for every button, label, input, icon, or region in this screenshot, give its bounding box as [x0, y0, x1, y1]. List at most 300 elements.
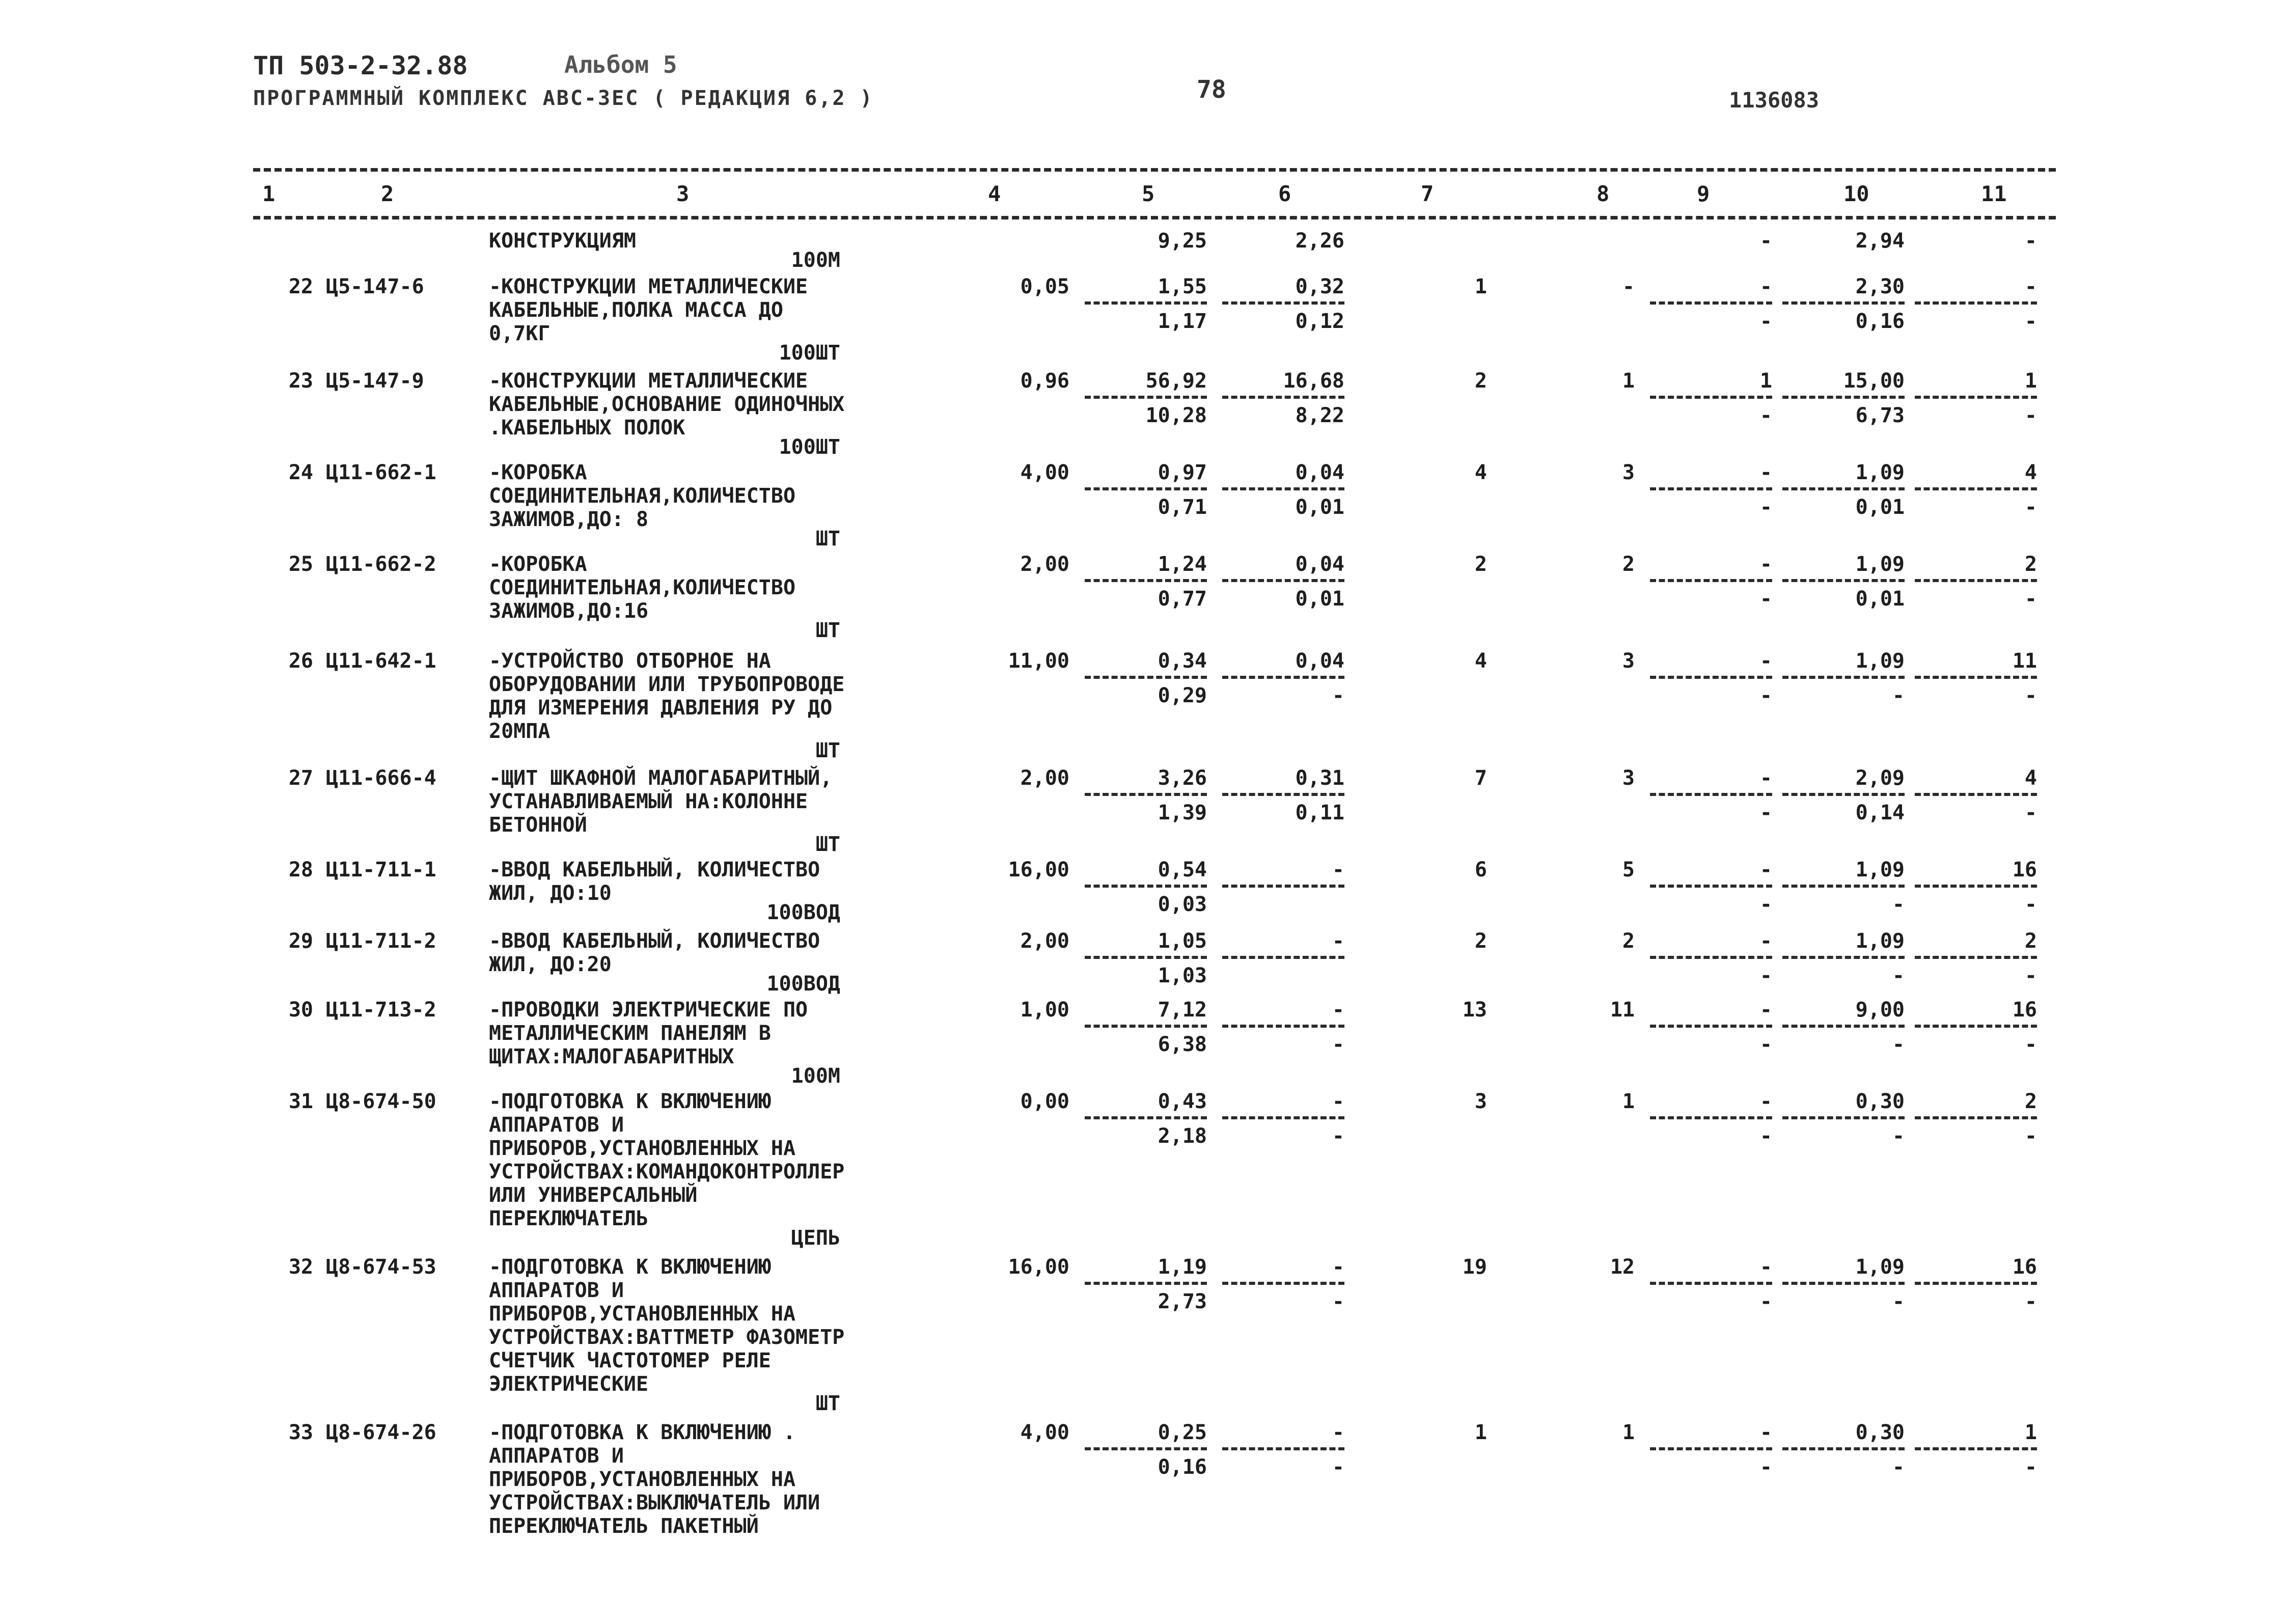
- work-description: УСТРОЙСТВАХ:ВАТТМЕТР ФАЗОМЕТР: [489, 1326, 845, 1349]
- col9-top-value: -: [1759, 229, 1772, 253]
- value-divider: [1085, 956, 1207, 959]
- col11-bottom-value: -: [2024, 587, 2037, 611]
- col9-top-value: -: [1759, 858, 1772, 882]
- col8-value: -: [1622, 275, 1635, 298]
- row-number: 33: [288, 1421, 313, 1444]
- col10-bottom-value: -: [1892, 964, 1905, 987]
- value-divider: [1650, 956, 1772, 959]
- column-header-1: 1: [262, 181, 276, 206]
- unit-of-measure: 100ВОД: [766, 901, 840, 924]
- col10-bottom-value: -: [1892, 1033, 1905, 1056]
- col11-bottom-value: -: [2024, 801, 2037, 824]
- column-header-4: 4: [988, 181, 1001, 206]
- quantity-value: 0,96: [1020, 369, 1069, 393]
- row-number: 22: [288, 275, 313, 298]
- col10-top-value: 2,09: [1855, 766, 1905, 790]
- col9-top-value: -: [1759, 461, 1772, 484]
- col8-value: 5: [1622, 858, 1635, 882]
- col5-bottom-value: 0,03: [1158, 893, 1207, 916]
- quantity-value: 16,00: [1008, 1255, 1069, 1279]
- col6-bottom-value: -: [1332, 684, 1344, 707]
- col10-bottom-value: -: [1892, 684, 1905, 707]
- col5-bottom-value: 10,28: [1145, 404, 1207, 427]
- col9-top-value: -: [1759, 1421, 1772, 1444]
- col11-bottom-value: -: [2024, 1455, 2037, 1479]
- column-header-6: 6: [1278, 181, 1291, 206]
- col6-bottom-value: -: [1332, 1124, 1344, 1148]
- quantity-value: 1,00: [1020, 998, 1069, 1022]
- work-description: КАБЕЛЬНЫЕ,ПОЛКА МАССА ДО: [489, 298, 783, 322]
- unit-of-measure: ШТ: [815, 527, 840, 550]
- col5-bottom-value: 0,71: [1158, 496, 1207, 519]
- value-divider: [1782, 1447, 1905, 1450]
- col7-value: 4: [1474, 461, 1487, 484]
- col5-bottom-value: 1,17: [1158, 310, 1207, 333]
- value-divider: [1915, 579, 2037, 582]
- col8-value: 3: [1622, 766, 1635, 790]
- work-description: ЗАЖИМОВ,ДО:16: [489, 599, 649, 623]
- col9-bottom-value: -: [1759, 893, 1772, 916]
- col6-bottom-value: -: [1332, 1455, 1344, 1479]
- col5-top-value: 9,25: [1158, 229, 1207, 253]
- value-divider: [1650, 885, 1772, 888]
- unit-of-measure: 100М: [791, 249, 840, 272]
- value-divider: [1782, 1116, 1905, 1119]
- quantity-value: 16,00: [1008, 858, 1069, 882]
- value-divider: [1782, 579, 1905, 582]
- col9-top-value: -: [1759, 998, 1772, 1022]
- col6-bottom-value: 0,11: [1295, 801, 1344, 824]
- value-divider: [1915, 1116, 2037, 1119]
- value-divider: [1085, 793, 1207, 796]
- rate-code: Ц11-711-1: [326, 858, 436, 882]
- value-divider: [1222, 793, 1344, 796]
- col9-bottom-value: -: [1759, 684, 1772, 707]
- col5-top-value: 1,05: [1158, 929, 1207, 953]
- work-description: -ВВОД КАБЕЛЬНЫЙ, КОЛИЧЕСТВО: [489, 929, 820, 953]
- col6-top-value: -: [1332, 1421, 1344, 1444]
- work-description: ПРИБОРОВ,УСТАНОВЛЕННЫХ НА: [489, 1302, 796, 1326]
- column-header-5: 5: [1142, 181, 1155, 206]
- value-divider: [1222, 1025, 1344, 1028]
- col7-value: 1: [1474, 275, 1487, 298]
- unit-of-measure: ШТ: [815, 1392, 840, 1415]
- rate-code: Ц11-662-2: [326, 553, 436, 576]
- work-description: 0,7КГ: [489, 322, 550, 345]
- value-divider: [1222, 579, 1344, 582]
- col6-top-value: 0,31: [1295, 766, 1344, 790]
- value-divider: [1222, 1282, 1344, 1285]
- work-description: СОЕДИНИТЕЛЬНАЯ,КОЛИЧЕСТВО: [489, 576, 796, 599]
- col9-bottom-value: -: [1759, 964, 1772, 987]
- col11-bottom-value: -: [2024, 964, 2037, 987]
- col6-top-value: -: [1332, 1255, 1344, 1279]
- col10-bottom-value: 6,73: [1855, 404, 1905, 427]
- col9-bottom-value: -: [1759, 404, 1772, 427]
- work-description: УСТРОЙСТВАХ:ВЫКЛЮЧАТЕЛЬ ИЛИ: [489, 1491, 820, 1515]
- col9-bottom-value: -: [1759, 310, 1772, 333]
- col10-top-value: 2,94: [1855, 229, 1905, 253]
- col5-top-value: 56,92: [1145, 369, 1207, 393]
- quantity-value: 11,00: [1008, 649, 1069, 673]
- work-description: .КАБЕЛЬНЫХ ПОЛОК: [489, 416, 685, 439]
- col8-value: 2: [1622, 929, 1635, 953]
- col11-top-value: 16: [2012, 998, 2037, 1022]
- work-description: ПРИБОРОВ,УСТАНОВЛЕННЫХ НА: [489, 1137, 796, 1160]
- col11-top-value: 16: [2012, 858, 2037, 882]
- unit-of-measure: 100ШТ: [779, 435, 840, 459]
- work-description: ПРИБОРОВ,УСТАНОВЛЕННЫХ НА: [489, 1468, 796, 1491]
- col10-bottom-value: -: [1892, 1455, 1905, 1479]
- unit-of-measure: 100ШТ: [779, 341, 840, 365]
- col6-top-value: 2,26: [1295, 229, 1344, 253]
- col5-top-value: 3,26: [1158, 766, 1207, 790]
- col5-top-value: 7,12: [1158, 998, 1207, 1022]
- unit-of-measure: ЦЕПЬ: [791, 1226, 840, 1250]
- value-divider: [1085, 885, 1207, 888]
- value-divider: [1085, 1282, 1207, 1285]
- rate-code: Ц8-674-50: [326, 1090, 436, 1113]
- quantity-value: 4,00: [1020, 1421, 1069, 1444]
- column-header-2: 2: [381, 181, 394, 206]
- unit-of-measure: ШТ: [815, 739, 840, 762]
- col10-top-value: 1,09: [1855, 553, 1905, 576]
- value-divider: [1085, 1025, 1207, 1028]
- col6-top-value: 16,68: [1283, 369, 1344, 393]
- table-header-rule: [253, 216, 2056, 219]
- work-description: -ПРОВОДКИ ЭЛЕКТРИЧЕСКИЕ ПО: [489, 998, 808, 1022]
- table-top-rule: [253, 168, 2056, 172]
- value-divider: [1782, 396, 1905, 399]
- col10-top-value: 0,30: [1855, 1421, 1905, 1444]
- col11-top-value: -: [2024, 275, 2037, 298]
- col11-bottom-value: -: [2024, 893, 2037, 916]
- row-number: 24: [288, 461, 313, 484]
- col6-bottom-value: -: [1332, 1033, 1344, 1056]
- value-divider: [1782, 487, 1905, 490]
- value-divider: [1650, 1447, 1772, 1450]
- col7-value: 2: [1474, 369, 1487, 393]
- rate-code: Ц11-711-2: [326, 929, 436, 953]
- value-divider: [1650, 1116, 1772, 1119]
- row-number: 27: [288, 766, 313, 790]
- work-description: ЖИЛ, ДО:20: [489, 953, 612, 976]
- col11-top-value: 11: [2012, 649, 2037, 673]
- work-description: АППАРАТОВ И: [489, 1113, 624, 1137]
- col5-bottom-value: 2,73: [1158, 1290, 1207, 1313]
- value-divider: [1085, 396, 1207, 399]
- work-description: ПЕРЕКЛЮЧАТЕЛЬ ПАКЕТНЫЙ: [489, 1515, 759, 1538]
- row-number: 29: [288, 929, 313, 953]
- col5-bottom-value: 0,16: [1158, 1455, 1207, 1479]
- column-header-9: 9: [1697, 181, 1710, 206]
- value-divider: [1782, 793, 1905, 796]
- value-divider: [1085, 1116, 1207, 1119]
- value-divider: [1085, 579, 1207, 582]
- work-description: -КОРОБКА: [489, 461, 587, 484]
- rate-code: Ц8-674-53: [326, 1255, 436, 1279]
- value-divider: [1085, 1447, 1207, 1450]
- col11-bottom-value: -: [2024, 496, 2037, 519]
- document-code: 1136083: [1729, 88, 1820, 113]
- row-number: 31: [288, 1090, 313, 1113]
- col11-top-value: -: [2024, 229, 2037, 253]
- quantity-value: 0,05: [1020, 275, 1069, 298]
- col10-top-value: 9,00: [1855, 998, 1905, 1022]
- col7-value: 19: [1462, 1255, 1487, 1279]
- rate-code: Ц5-147-6: [326, 275, 424, 298]
- value-divider: [1782, 885, 1905, 888]
- value-divider: [1650, 301, 1772, 305]
- value-divider: [1085, 301, 1207, 305]
- col7-value: 3: [1474, 1090, 1487, 1113]
- col10-top-value: 1,09: [1855, 858, 1905, 882]
- rate-code: Ц11-642-1: [326, 649, 436, 673]
- work-description: ПЕРЕКЛЮЧАТЕЛЬ: [489, 1207, 649, 1230]
- value-divider: [1085, 487, 1207, 490]
- work-description: МЕТАЛЛИЧЕСКИМ ПАНЕЛЯМ В: [489, 1022, 771, 1045]
- col9-bottom-value: -: [1759, 1290, 1772, 1313]
- row-number: 25: [288, 553, 313, 576]
- col5-bottom-value: 2,18: [1158, 1124, 1207, 1148]
- row-number: 28: [288, 858, 313, 882]
- work-description: ЭЛЕКТРИЧЕСКИЕ: [489, 1372, 649, 1396]
- col11-top-value: 4: [2024, 766, 2037, 790]
- work-description: КОНСТРУКЦИЯМ: [489, 229, 636, 253]
- col11-top-value: 4: [2024, 461, 2037, 484]
- work-description: -ЩИТ ШКАФНОЙ МАЛОГАБАРИТНЫЙ,: [489, 766, 833, 790]
- column-header-7: 7: [1421, 181, 1434, 206]
- col9-top-value: -: [1759, 553, 1772, 576]
- value-divider: [1085, 676, 1207, 679]
- value-divider: [1222, 676, 1344, 679]
- col9-top-value: -: [1759, 275, 1772, 298]
- value-divider: [1650, 487, 1772, 490]
- col11-top-value: 1: [2024, 1421, 2037, 1444]
- col5-top-value: 0,34: [1158, 649, 1207, 673]
- rate-code: Ц11-666-4: [326, 766, 436, 790]
- rate-code: Ц5-147-9: [326, 369, 424, 393]
- col5-top-value: 1,55: [1158, 275, 1207, 298]
- col5-top-value: 0,97: [1158, 461, 1207, 484]
- col11-top-value: 16: [2012, 1255, 2037, 1279]
- work-description: СОЕДИНИТЕЛЬНАЯ,КОЛИЧЕСТВО: [489, 484, 796, 508]
- col10-top-value: 1,09: [1855, 929, 1905, 953]
- col7-value: 2: [1474, 553, 1487, 576]
- col11-top-value: 2: [2024, 553, 2037, 576]
- col6-bottom-value: -: [1332, 1290, 1344, 1313]
- col8-value: 12: [1610, 1255, 1635, 1279]
- col5-bottom-value: 6,38: [1158, 1033, 1207, 1056]
- quantity-value: 2,00: [1020, 766, 1069, 790]
- work-description: БЕТОННОЙ: [489, 813, 587, 837]
- col8-value: 3: [1622, 649, 1635, 673]
- row-number: 23: [288, 369, 313, 393]
- work-description: ИЛИ УНИВЕРСАЛЬНЫЙ: [489, 1183, 698, 1207]
- value-divider: [1650, 1025, 1772, 1028]
- value-divider: [1915, 676, 2037, 679]
- col6-top-value: -: [1332, 1090, 1344, 1113]
- col9-top-value: -: [1759, 1255, 1772, 1279]
- col9-bottom-value: -: [1759, 1033, 1772, 1056]
- rate-code: Ц8-674-26: [326, 1421, 436, 1444]
- unit-of-measure: 100М: [791, 1064, 840, 1088]
- col5-top-value: 0,25: [1158, 1421, 1207, 1444]
- unit-of-measure: 100ВОД: [766, 972, 840, 996]
- work-description: ДЛЯ ИЗМЕРЕНИЯ ДАВЛЕНИЯ РУ ДО: [489, 696, 833, 720]
- col11-bottom-value: -: [2024, 404, 2037, 427]
- col7-value: 1: [1474, 1421, 1487, 1444]
- col8-value: 1: [1622, 1090, 1635, 1113]
- value-divider: [1650, 396, 1772, 399]
- col9-top-value: -: [1759, 929, 1772, 953]
- col6-top-value: 0,04: [1295, 553, 1344, 576]
- page-number: 78: [1197, 75, 1226, 104]
- col6-top-value: -: [1332, 998, 1344, 1022]
- quantity-value: 0,00: [1020, 1090, 1069, 1113]
- col9-bottom-value: -: [1759, 801, 1772, 824]
- work-description: ЩИТАХ:МАЛОГАБАРИТНЫХ: [489, 1045, 734, 1068]
- value-divider: [1222, 396, 1344, 399]
- work-description: АППАРАТОВ И: [489, 1444, 624, 1468]
- col5-bottom-value: 1,03: [1158, 964, 1207, 987]
- col11-bottom-value: -: [2024, 684, 2037, 707]
- col6-bottom-value: 0,12: [1295, 310, 1344, 333]
- col8-value: 1: [1622, 1421, 1635, 1444]
- column-header-10: 10: [1843, 181, 1869, 206]
- value-divider: [1222, 1447, 1344, 1450]
- value-divider: [1782, 301, 1905, 305]
- value-divider: [1915, 1025, 2037, 1028]
- column-header-11: 11: [1981, 181, 2007, 206]
- album-label: Альбом 5: [564, 51, 677, 78]
- col7-value: 6: [1474, 858, 1487, 882]
- value-divider: [1915, 793, 2037, 796]
- value-divider: [1222, 1116, 1344, 1119]
- quantity-value: 2,00: [1020, 553, 1069, 576]
- col9-top-value: -: [1759, 1090, 1772, 1113]
- value-divider: [1915, 885, 2037, 888]
- work-description: ЖИЛ, ДО:10: [489, 882, 612, 905]
- value-divider: [1915, 487, 2037, 490]
- col11-top-value: 2: [2024, 1090, 2037, 1113]
- value-divider: [1782, 956, 1905, 959]
- value-divider: [1915, 956, 2037, 959]
- col11-bottom-value: -: [2024, 1124, 2037, 1148]
- col5-top-value: 1,24: [1158, 553, 1207, 576]
- work-description: АППАРАТОВ И: [489, 1279, 624, 1302]
- col6-top-value: -: [1332, 929, 1344, 953]
- col10-top-value: 15,00: [1843, 369, 1905, 393]
- col6-top-value: 0,04: [1295, 461, 1344, 484]
- unit-of-measure: ШТ: [815, 833, 840, 856]
- unit-of-measure: ШТ: [815, 619, 840, 642]
- col5-bottom-value: 0,29: [1158, 684, 1207, 707]
- col8-value: 11: [1610, 998, 1635, 1022]
- col10-top-value: 1,09: [1855, 1255, 1905, 1279]
- col6-top-value: -: [1332, 858, 1344, 882]
- col10-bottom-value: -: [1892, 1290, 1905, 1313]
- col6-top-value: 0,32: [1295, 275, 1344, 298]
- col9-bottom-value: -: [1759, 496, 1772, 519]
- column-header-3: 3: [676, 181, 690, 206]
- col6-bottom-value: 0,01: [1295, 496, 1344, 519]
- col10-bottom-value: 0,14: [1855, 801, 1905, 824]
- value-divider: [1782, 676, 1905, 679]
- value-divider: [1782, 1025, 1905, 1028]
- work-description: -ВВОД КАБЕЛЬНЫЙ, КОЛИЧЕСТВО: [489, 858, 820, 882]
- program-label: ПРОГРАММНЫЙ КОМПЛЕКС АВС-3ЕС ( РЕДАКЦИЯ 6,2 ): [253, 87, 874, 110]
- col7-value: 2: [1474, 929, 1487, 953]
- work-description: УСТРОЙСТВАХ:КОМАНДОКОНТРОЛЛЕР: [489, 1160, 845, 1183]
- work-description: -КОРОБКА: [489, 553, 587, 576]
- col11-top-value: 1: [2024, 369, 2037, 393]
- col11-bottom-value: -: [2024, 1033, 2037, 1056]
- col9-bottom-value: -: [1759, 1124, 1772, 1148]
- column-header-8: 8: [1596, 181, 1610, 206]
- quantity-value: 2,00: [1020, 929, 1069, 953]
- col5-bottom-value: 0,77: [1158, 587, 1207, 611]
- rate-code: Ц11-662-1: [326, 461, 436, 484]
- col10-bottom-value: 0,01: [1855, 587, 1905, 611]
- col10-top-value: 2,30: [1855, 275, 1905, 298]
- work-description: -ПОДГОТОВКА К ВКЛЮЧЕНИЮ: [489, 1255, 771, 1279]
- col10-top-value: 1,09: [1855, 649, 1905, 673]
- col10-top-value: 0,30: [1855, 1090, 1905, 1113]
- col8-value: 1: [1622, 369, 1635, 393]
- doc-number: ТП 503-2-32.88: [253, 51, 468, 80]
- work-description: ОБОРУДОВАНИИ ИЛИ ТРУБОПРОВОДЕ: [489, 673, 845, 696]
- work-description: СЧЕТЧИК ЧАСТОТОМЕР РЕЛЕ: [489, 1349, 771, 1372]
- value-divider: [1650, 579, 1772, 582]
- col11-bottom-value: -: [2024, 1290, 2037, 1313]
- value-divider: [1915, 1447, 2037, 1450]
- value-divider: [1650, 793, 1772, 796]
- row-number: 30: [288, 998, 313, 1022]
- work-description: УСТАНАВЛИВАЕМЫЙ НА:КОЛОННЕ: [489, 790, 808, 813]
- col11-top-value: 2: [2024, 929, 2037, 953]
- col7-value: 13: [1462, 998, 1487, 1022]
- col7-value: 7: [1474, 766, 1487, 790]
- quantity-value: 4,00: [1020, 461, 1069, 484]
- work-description: -КОНСТРУКЦИИ МЕТАЛЛИЧЕСКИЕ: [489, 275, 808, 298]
- col6-top-value: 0,04: [1295, 649, 1344, 673]
- work-description: КАБЕЛЬНЫЕ,ОСНОВАНИЕ ОДИНОЧНЫХ: [489, 393, 845, 416]
- col9-top-value: -: [1759, 766, 1772, 790]
- col10-bottom-value: -: [1892, 893, 1905, 916]
- value-divider: [1222, 301, 1344, 305]
- value-divider: [1222, 487, 1344, 490]
- col5-top-value: 0,54: [1158, 858, 1207, 882]
- value-divider: [1782, 1282, 1905, 1285]
- col9-top-value: 1: [1759, 369, 1772, 393]
- value-divider: [1915, 1282, 2037, 1285]
- value-divider: [1650, 1282, 1772, 1285]
- work-description: -КОНСТРУКЦИИ МЕТАЛЛИЧЕСКИЕ: [489, 369, 808, 393]
- row-number: 26: [288, 649, 313, 673]
- col10-bottom-value: 0,16: [1855, 310, 1905, 333]
- rate-code: Ц11-713-2: [326, 998, 436, 1022]
- col5-bottom-value: 1,39: [1158, 801, 1207, 824]
- col6-bottom-value: 0,01: [1295, 587, 1344, 611]
- work-description: -УСТРОЙСТВО ОТБОРНОЕ НА: [489, 649, 771, 673]
- col9-bottom-value: -: [1759, 1455, 1772, 1479]
- value-divider: [1915, 396, 2037, 399]
- col10-bottom-value: 0,01: [1855, 496, 1905, 519]
- value-divider: [1222, 956, 1344, 959]
- col10-bottom-value: -: [1892, 1124, 1905, 1148]
- col10-top-value: 1,09: [1855, 461, 1905, 484]
